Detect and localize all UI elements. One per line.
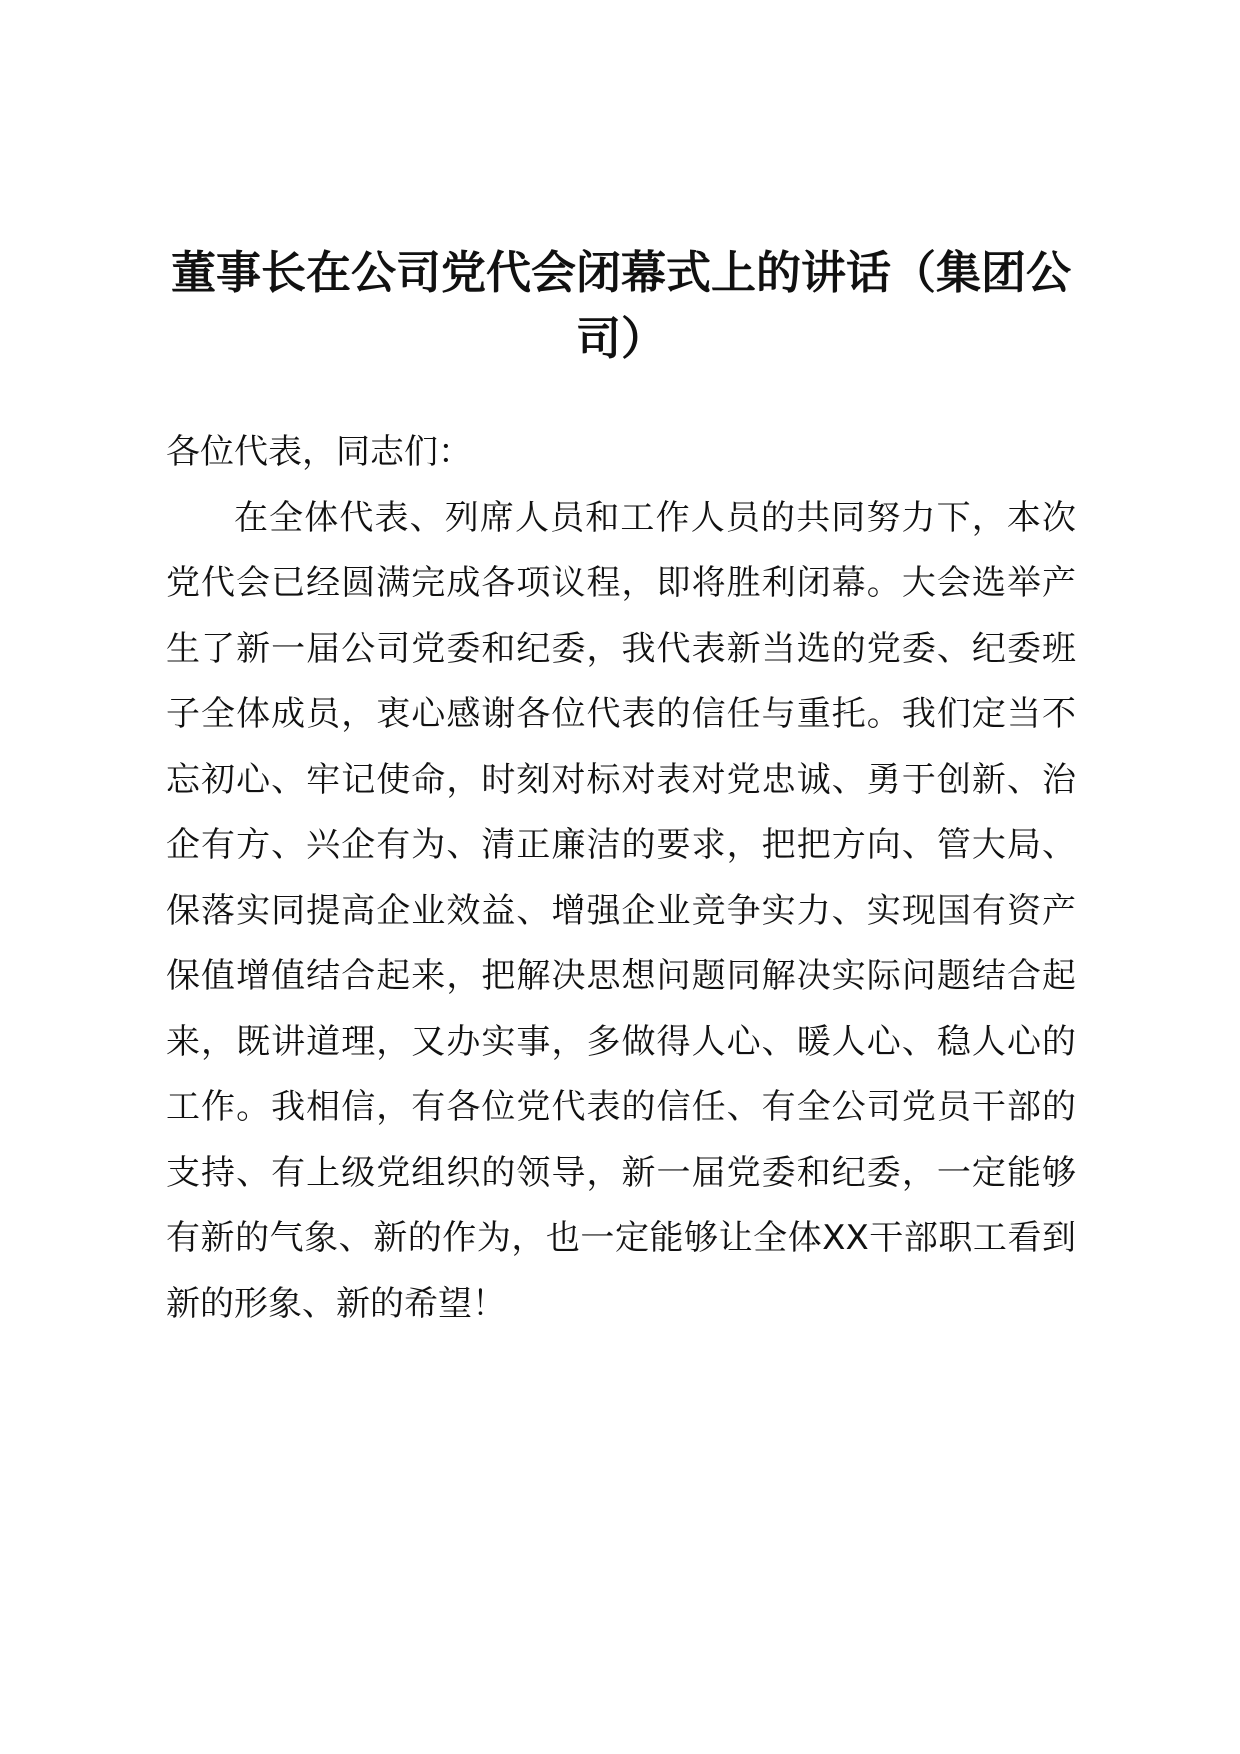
greeting: 各位代表，同志们： [166, 432, 472, 472]
document-title: 董事长在公司党代会闭幕式上的讲话（集团公司） [170, 246, 1071, 365]
body-paragraph: 在全体代表、列席人员和工作人员的共同努力下，本次党代会已经圆满完成各项议程，即将胜利闭幕。大会选举产生了新一届公司党委和纪委，我代表新当选的党委、纪委班子全体成员，衷心感谢各位代表的信任与重托。我们定当不忘初心、牢记使命，时刻对标对表对党忠诚、勇于创新、治企有方、兴企有为、清正廉洁的要求，把把方向、管大局、保落实同提高企业效益、增强企业竞争实力、实现国有资产保值增值结合起来，把解决思想问题同解决实际问题结合起来，既讲道理，又办实事，多做得人心、暖人心、稳人心的工作。我相信，有各位党代表的信任、有全公司党员干部的支持、有上级党组织的领导，新一届党委和纪委，一定能够有新的气象、新的作为，也一定能够让全体XX干部职工看到新的形象、新的希望！ [166, 497, 1076, 1324]
document-body [166, 420, 1076, 1337]
